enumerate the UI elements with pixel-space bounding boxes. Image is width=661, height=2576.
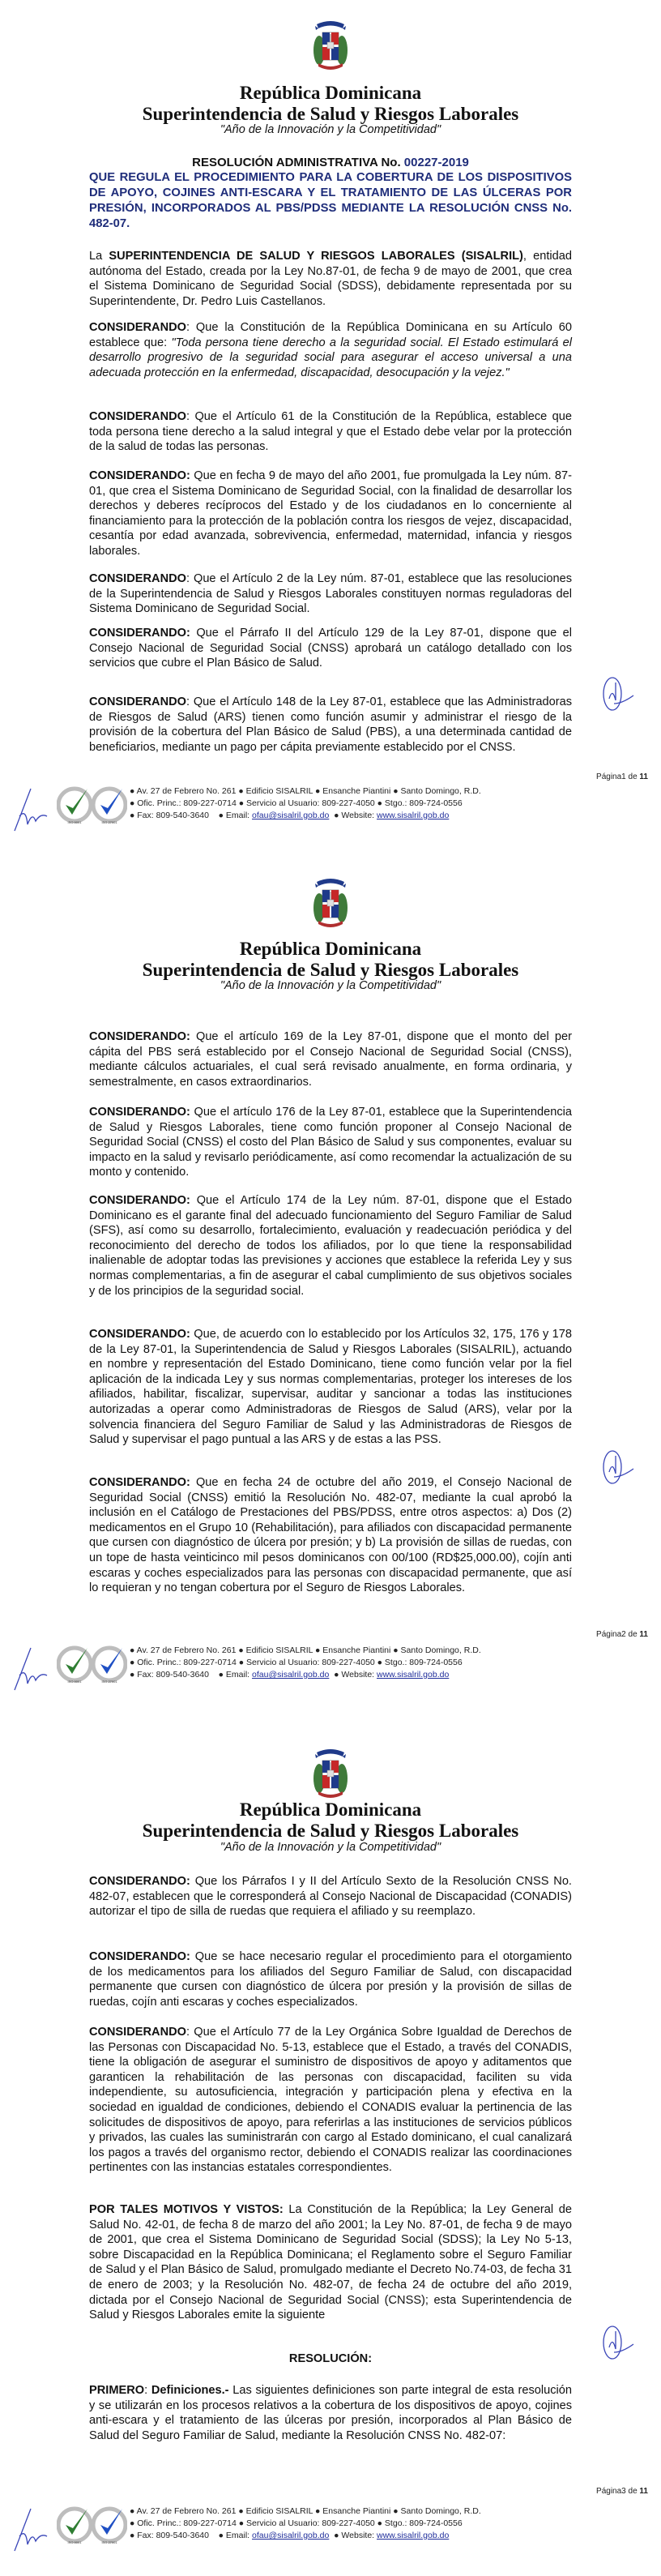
coat-of-arms-icon: [310, 875, 351, 934]
iso-27001-certification-icon: [92, 781, 127, 829]
header-institution: Superintendencia de Salud y Riesgos Laborales: [142, 104, 519, 124]
iso-9001-certification-icon: [57, 2501, 92, 2549]
considerando-paragraph: CONSIDERANDO: Que el Artículo 174 de la Ley núm. 87-01, dispone que el Estado Dominicano es el garante final del adecuado funcionamiento del Seguro Familiar de Salud (SFS), así como su desarrollo, fortalecimiento, evaluación y readecuación periódica y del reconocimiento del derecho de todos los afiliados, por lo que tiene la responsabilidad inalienable de adoptar todas las previsiones y acciones que establece la referida Ley y sus normas complementarias, a fin de asegurar el cabal cumplimiento de sus objetivos sociales y de los principios de la seguridad social.: [89, 1194, 572, 1298]
contact-info: ● Av. 27 de Febrero No. 261 ● Edificio SISALRIL ● Ensanche Piantini ● Santo Domingo, R.D. ● Ofic. Princ.: 809-227-0714 ● Servicio al Usuario: 809-227-4050 ● Stgo.: 809-724-0556 ● Fax: 809-540-3640 ● Email: ofau@sisalril.gob.do ● Website: www.sisalril.gob.do: [130, 1645, 481, 1680]
resolution-number: [0, 156, 661, 169]
resolution-heading: RESOLUCIÓN:: [288, 2352, 373, 2365]
email-link[interactable]: ofau@sisalril.gob.do: [252, 1670, 330, 1680]
header-motto: "Año de la Innovación y la Competitividad": [220, 123, 441, 136]
primero-definitions-paragraph: PRIMERO: Definiciones.- Las siguientes definiciones son parte integral de esta resolución y se utilizarán en los procesos relativos a la cobertura de los dispositivos de apoyo, cojines anti-escara y el tratamiento de las úlceras por presión, incorporados al Plan Básico de Salud del Seguro Familiar de Salud, mediante la Resolución CNSS No. 482-07:: [89, 2384, 573, 2442]
signature-initials-icon: [598, 1444, 635, 1493]
document-page-1: [0, 0, 661, 867]
considerando-paragraph: CONSIDERANDO: Que en fecha 9 de mayo del año 2001, fue promulgada la Ley núm. 87-01, que crea el Sistema Dominicano de Seguridad Social, con la finalidad de desarrollar los derechos y deberes recíprocos del Estado y de los ciudadanos en lo concerniente al financiamiento para la protección de la población contra los riesgos de vejez, discapacidad, cesantía por edad avanzada, sobrevivencia, enfermedad, maternidad, infancia y riesgos laborales.: [89, 469, 572, 558]
page-footer: [0, 2501, 661, 2565]
page-number: Página1 de 11: [596, 772, 648, 781]
constitution-quote: "Toda persona tiene derecho a la seguridad social. El Estado estimulará el desarrollo progresivo de la seguridad social para asegurar el acceso universal a una adecuada protección en la enfermedad, discapacidad, desocupación y la vejez.": [89, 336, 572, 379]
considerando-paragraph: CONSIDERANDO: Que, de acuerdo con lo establecido por los Artículos 32, 175, 176 y 178 de la Ley 87-01, la Superintendencia de Salud y Riesgos Laborales (SISALRIL), actuando en nombre y representación del Estado Dominicano, tiene como función velar por la fiel aplicación de la indicada Ley y sus normas complementarias, proteger los intereses de los afiliados, habilitar, fiscalizar, supervisar, auditar y sancionar a todas las instituciones autorizadas a operar como Administradoras de Riesgos de Salud (ARS), velar por la solvencia financiera del Seguro Familiar de Salud y las Administradoras de Riesgos de Salud y supervisar el pago puntual a las ARS y de estas a las PSS.: [89, 1328, 572, 1447]
header-country: República Dominicana: [239, 1799, 422, 1820]
iso-9001-certification-icon: [57, 781, 92, 829]
website-link[interactable]: www.sisalril.gob.do: [377, 2531, 450, 2540]
considerando-paragraph: CONSIDERANDO: Que se hace necesario regular el procedimiento para el otorgamiento de los medicamentos para los afiliados del Seguro Familiar de Salud, con discapacidad permanente que cursen con diagnóstico de úlcera por presión y la provisión de sillas de ruedas, cojín anti escaras y coches especializados.: [89, 1950, 572, 2009]
iso-9001-certification-icon: [57, 1640, 92, 1688]
page-footer: [0, 1640, 661, 1705]
contact-info: ● Av. 27 de Febrero No. 261 ● Edificio SISALRIL ● Ensanche Piantini ● Santo Domingo, R.D. ● Ofic. Princ.: 809-227-0714 ● Servicio al Usuario: 809-227-4050 ● Stgo.: 809-724-0556 ● Fax: 809-540-3640 ● Email: ofau@sisalril.gob.do ● Website: www.sisalril.gob.do: [130, 786, 481, 820]
header-motto: "Año de la Innovación y la Competitividad": [220, 1841, 441, 1854]
page-footer: [0, 781, 661, 845]
resolution-label: RESOLUCIÓN ADMINISTRATIVA No.: [192, 156, 401, 169]
considerando-paragraph: CONSIDERANDO: Que el Artículo 2 de la Ley núm. 87-01, establece que las resoluciones de la Superintendencia de Salud y Riesgos Laborales constituyen normas reguladoras del Sistema Dominicano de Seguridad Social.: [89, 572, 572, 616]
iso-27001-certification-icon: [92, 2501, 127, 2549]
email-link[interactable]: ofau@sisalril.gob.do: [252, 2531, 330, 2540]
considerando-paragraph: CONSIDERANDO: Que la Constitución de la República Dominicana en su Artículo 60 establece que: "Toda persona tiene derecho a la seguridad social. El Estado estimulará el desarrollo progresivo de la seguridad social para asegurar el acceso universal a una adecuada protección en la enfermedad, discapacidad, desocupación y la vejez.": [89, 321, 572, 379]
considerando-paragraph: CONSIDERANDO: Que el Artículo 61 de la Constitución de la República, establece que toda persona tiene derecho a la salud integral y que el Estado debe velar por la protección de la salud de todas las personas.: [89, 410, 572, 454]
signature-initials-icon: [598, 671, 635, 720]
signature-icon: [11, 1643, 52, 1693]
email-link[interactable]: ofau@sisalril.gob.do: [252, 811, 330, 820]
por-tales-motivos-paragraph: POR TALES MOTIVOS Y VISTOS: La Constitución de la República; la Ley General de Salud No. 42-01, de fecha 8 de marzo del año 2001; la Ley No. 87-01, de fecha 9 de mayo de 2001, que crea el Sistema Dominicano de Seguridad Social (SDSS); la Ley No 5-13, sobre Discapacidad en la República Dominicana; el Reglamento sobre el Seguro Familiar de Salud y el Plan Básico de Salud, promulgado mediante el Decreto No.74-03, de fecha 31 de enero de 2003; y la Resolución No. 482-07, de fecha 24 de octubre del año 2019, dictada por el Consejo Nacional de Seguridad Social (CNSS); esta Superintendencia de Salud y Riesgos Laborales emite la siguiente: [89, 2203, 573, 2322]
website-link[interactable]: www.sisalril.gob.do: [377, 811, 450, 820]
signature-initials-icon: [598, 2320, 635, 2368]
institution-name: SUPERINTENDENCIA DE SALUD Y RIESGOS LABORALES (SISALRIL): [109, 250, 523, 263]
considerando-paragraph: CONSIDERANDO: Que el Párrafo II del Artículo 129 de la Ley 87-01, dispone que el Consejo Nacional de Seguridad Social (CNSS) aprobará un catálogo detallado con los servicios que cubre el Plan Básico de Salud.: [89, 627, 572, 670]
considerando-paragraph: CONSIDERANDO: Que el Artículo 148 de la Ley 87-01, establece que las Administradoras de Riesgos de Salud (ARS) tienen como función asumir y administrar el riesgo de la provisión de la cobertura del Plan Básico de Salud (PBS), a una determinada cantidad de beneficiarios, mediante un pago per cápita previamente establecido por el CNSS.: [89, 695, 572, 754]
coat-of-arms-icon: [310, 18, 351, 76]
header-country: República Dominicana: [239, 939, 422, 959]
considerando-paragraph: CONSIDERANDO: Que el artículo 176 de la Ley 87-01, establece que la Superintendencia de Salud y Riesgos Laborales, tiene como función proponer al Consejo Nacional de Seguridad Social (CNSS) el costo del Plan Básico de Salud y sus componentes, evaluar su impacto en la salud y revisarlo periódicamente, así como recomendar la actualización de su monto y contenido.: [89, 1106, 572, 1179]
header-institution: Superintendencia de Salud y Riesgos Laborales: [142, 1821, 519, 1841]
signature-icon: [11, 784, 52, 834]
header-motto: "Año de la Innovación y la Competitividad": [220, 979, 441, 992]
resolution-number-value: 00227-2019: [403, 156, 469, 169]
document-page-2: [0, 867, 661, 1735]
website-link[interactable]: www.sisalril.gob.do: [377, 1670, 450, 1680]
page-number: Página2 de 11: [596, 1630, 648, 1639]
resolution-subject: QUE REGULA EL PROCEDIMIENTO PARA LA COBERTURA DE LOS DISPOSITIVOS DE APOYO, COJINES ANTI-ESCARA Y EL TRATAMIENTO DE LAS ÚLCERAS POR PRESIÓN, INCORPORADOS AL PBS/PDSS MEDIANTE LA RESOLUCIÓN CNSS No. 482-07.: [89, 171, 572, 230]
header-institution: Superintendencia de Salud y Riesgos Laborales: [142, 960, 519, 980]
intro-paragraph: La SUPERINTENDENCIA DE SALUD Y RIESGOS LABORALES (SISALRIL), entidad autónoma del Estado, creada por la Ley No.87-01, de fecha 9 de mayo de 2001, que crea el Sistema Dominicano de Seguridad Social (SDSS), debidamente representada por su Superintendente, Dr. Pedro Luis Castellanos.: [89, 250, 572, 308]
considerando-paragraph: CONSIDERANDO: Que el artículo 169 de la Ley 87-01, dispone que el monto del per cápita del PBS será establecido por el Consejo Nacional de Seguridad Social (CNSS), mediante cálculos actuariales, el cual será revisado anualmente, en forma ordinaria, y semestralmente, en casos extraordinarios.: [89, 1030, 572, 1089]
header-country: República Dominicana: [239, 83, 422, 103]
document-page-3: [0, 1735, 661, 2576]
considerando-paragraph: CONSIDERANDO: Que en fecha 24 de octubre del año 2019, el Consejo Nacional de Seguridad Social (CNSS) emitió la Resolución No. 482-07, mediante la cual aprobó la inclusión en el Catálogo de Prestaciones del PBS/PDSS, entre otros aspectos: a) Dos (2) medicamentos en el Grupo 10 (Rehabilitación), para afiliados con discapacidad permanente que cursen con diagnóstico de úlcera por presión; y b) La provisión de sillas de ruedas, con un tope de hasta veinticinco mil pesos dominicanos con 00/100 (RD$25,000.00), cojín anti escaras y coches especializados para las personas con discapacidad permanente, que así lo requieran y no tengan cobertura por el Seguro de Riesgos Laborales.: [89, 1476, 572, 1595]
considerando-paragraph: CONSIDERANDO: Que el Artículo 77 de la Ley Orgánica Sobre Igualdad de Derechos de las Personas con Discapacidad No. 5-13, establece que el Estado, a través del CONADIS, tiene la obligación de asegurar el suministro de dispositivos de apoyo y aditamentos que garanticen la rehabilitación de las personas con discapacidad, faciliten su vida independiente, su autosuficiencia, integración y participación plena y efectiva en la sociedad en igualdad de condiciones, debiendo el CONADIS evaluar la pertinencia de las solicitudes de dispositivos de apoyo, para referirlas a las instituciones de servicios públicos y privados, las cuales las suministrarán con cargo al Estado dominicano, el cual canalizará los pagos a través del organismo rector, debiendo el CONADIS realizar las coordinaciones pertinentes con las instancias estatales correspondientes.: [89, 2026, 572, 2175]
contact-info: ● Av. 27 de Febrero No. 261 ● Edificio SISALRIL ● Ensanche Piantini ● Santo Domingo, R.D. ● Ofic. Princ.: 809-227-0714 ● Servicio al Usuario: 809-227-4050 ● Stgo.: 809-724-0556 ● Fax: 809-540-3640 ● Email: ofau@sisalril.gob.do ● Website: www.sisalril.gob.do: [130, 2506, 481, 2540]
signature-icon: [11, 2504, 52, 2554]
page-number: Página3 de 11: [596, 2487, 648, 2496]
coat-of-arms-icon: [310, 1746, 351, 1804]
considerando-paragraph: CONSIDERANDO: Que los Párrafos I y II del Artículo Sexto de la Resolución CNSS No. 482-07, establecen que le corresponderá al Consejo Nacional de Discapacidad (CONADIS) autorizar el tipo de silla de ruedas que requiera el afiliado y su reemplazo.: [89, 1875, 572, 1919]
iso-27001-certification-icon: [92, 1640, 127, 1688]
